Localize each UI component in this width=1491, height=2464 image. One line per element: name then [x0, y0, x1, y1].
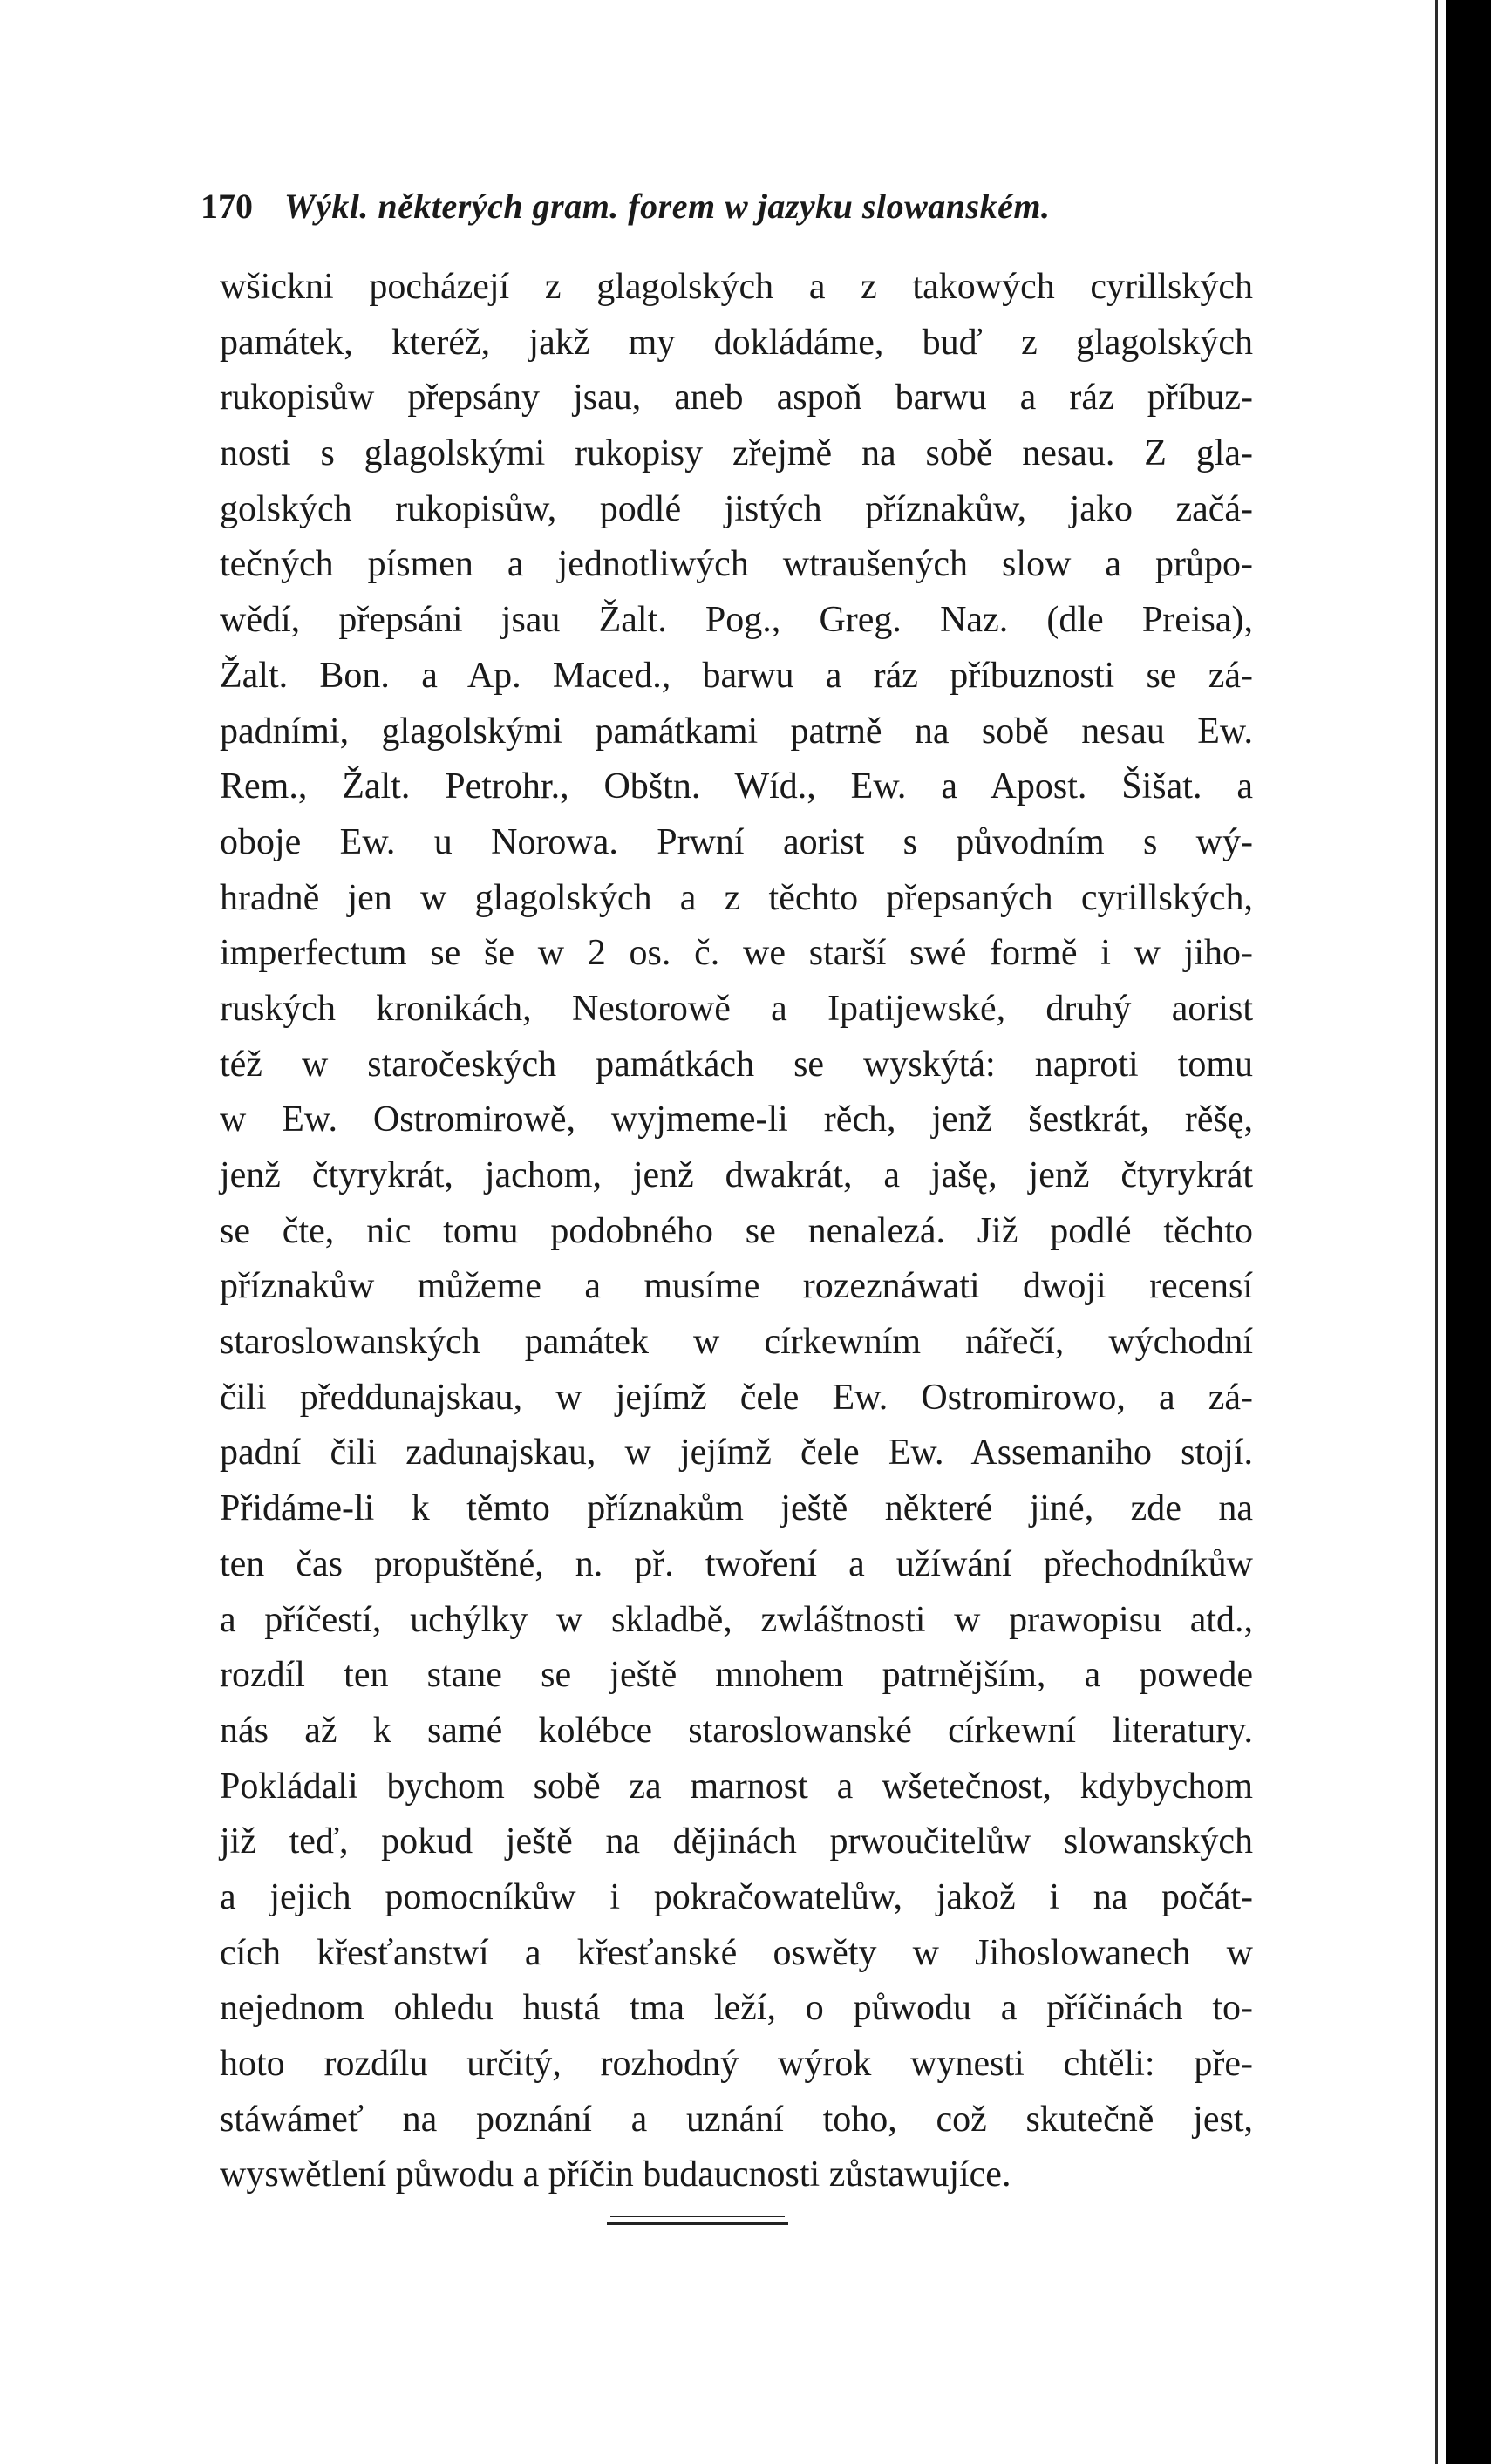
text-line: Pokládali bychom sobě za marnost a wšetečnost, kdybychom	[220, 1766, 1253, 1807]
text-line: jenž čtyrykrát, jachom, jenž dwakrát, a jašę, jenž čtyrykrát	[220, 1155, 1253, 1195]
text-line: oboje Ew. u Norowa. Prwní aorist s původním s wý-	[220, 821, 1253, 862]
text-line: stáwámeť na poznání a uznání toho, což skutečně jest,	[220, 2099, 1253, 2140]
text-line: Rem., Žalt. Petrohr., Obštn. Wíd., Ew. a Apost. Šišat. a	[220, 766, 1253, 807]
text-line: Přidáme-li k těmto příznakům ještě některé jiné, zde na	[220, 1488, 1253, 1529]
scan-border	[1446, 0, 1491, 2464]
text-line: cích křesťanstwí a křesťanské oswěty w Jihoslowanech w	[220, 1932, 1253, 1973]
text-line: hradně jen w glagolských a z těchto přepsaných cyrillských,	[220, 877, 1253, 918]
text-line: wědí, přepsáni jsau Žalt. Pog., Greg. Naz. (dle Preisa),	[220, 600, 1253, 641]
text-line: rukopisůw přepsány jsau, aneb aspoň barwu a ráz příbuz-	[220, 378, 1253, 419]
running-title: Wýkl. některých gram. forem w jazyku slowanském.	[284, 187, 1051, 226]
text-line: padní čili zadunajskau, w jejímž čele Ew. Assemaniho stojí.	[220, 1433, 1253, 1474]
text-line: w Ew. Ostromirowě, wyjmeme-li rěch, jenž šestkrát, rěšę,	[220, 1099, 1253, 1140]
page-header	[201, 180, 1290, 233]
page-edge-line	[1435, 0, 1438, 2464]
text-line: Žalt. Bon. a Ap. Maced., barwu a ráz příbuznosti se zá-	[220, 655, 1253, 696]
text-line: již teď, pokud ještě na dějinách prwoučitelůw slowanských	[220, 1821, 1253, 1862]
end-rule	[610, 2216, 785, 2217]
text-line: wšickni pocházejí z glagolských a z takowých cyrillských	[220, 267, 1253, 307]
text-line: imperfectum se še w 2 os. č. we starší swé formě i w jiho-	[220, 933, 1253, 974]
text-line: čili předdunajskau, w jejímž čele Ew. Ostromirowo, a zá-	[220, 1377, 1253, 1418]
page-number: 170	[201, 187, 253, 226]
text-line: příznakůw můžeme a musíme rozeznáwati dwoji recensí	[220, 1266, 1253, 1307]
text-line: wyswětlení půwodu a příčin budaucnosti zůstawujíce.	[220, 2154, 1011, 2195]
text-line: též w staročeských památkách se wyskýtá: naproti tomu	[220, 1044, 1253, 1085]
text-line: golských rukopisůw, podlé jistých příznakůw, jako začá-	[220, 488, 1253, 529]
text-line: nosti s glagolskými rukopisy zřejmě na sobě nesau. Z gla-	[220, 433, 1253, 474]
text-line: rozdíl ten stane se ještě mnohem patrnějším, a powede	[220, 1655, 1253, 1696]
body-text	[220, 260, 1253, 2203]
text-line: staroslowanských památek w církewním nářečí, wýchodní	[220, 1322, 1253, 1363]
text-line: ruských kronikách, Nestorowě a Ipatijewské, druhý aorist	[220, 988, 1253, 1029]
text-line: se čte, nic tomu podobného se nenalezá. Již podlé těchto	[220, 1210, 1253, 1251]
text-line: ten čas propuštěné, n. př. twoření a užíwání přechodníkůw	[220, 1543, 1253, 1584]
text-line: nás až k samé kolébce staroslowanské církewní literatury.	[220, 1710, 1253, 1751]
end-rule-thick	[607, 2222, 788, 2225]
text-line: památek, kteréž, jakž my dokládáme, buď z glagolských	[220, 322, 1253, 363]
text-line: padními, glagolskými památkami patrně na sobě nesau Ew.	[220, 711, 1253, 752]
text-line: hoto rozdílu určitý, rozhodný wýrok wynesti chtěli: pře-	[220, 2044, 1253, 2084]
text-line: nejednom ohledu hustá tma leží, o půwodu a příčinách to-	[220, 1988, 1253, 2029]
text-line: a jejich pomocníkůw i pokračowatelůw, jakož i na počát-	[220, 1876, 1253, 1917]
text-line: a příčestí, uchýlky w skladbě, zwláštnosti w prawopisu atd.,	[220, 1599, 1253, 1640]
text-line: tečných písmen a jednotliwých wtraušených slow a průpo-	[220, 544, 1253, 585]
